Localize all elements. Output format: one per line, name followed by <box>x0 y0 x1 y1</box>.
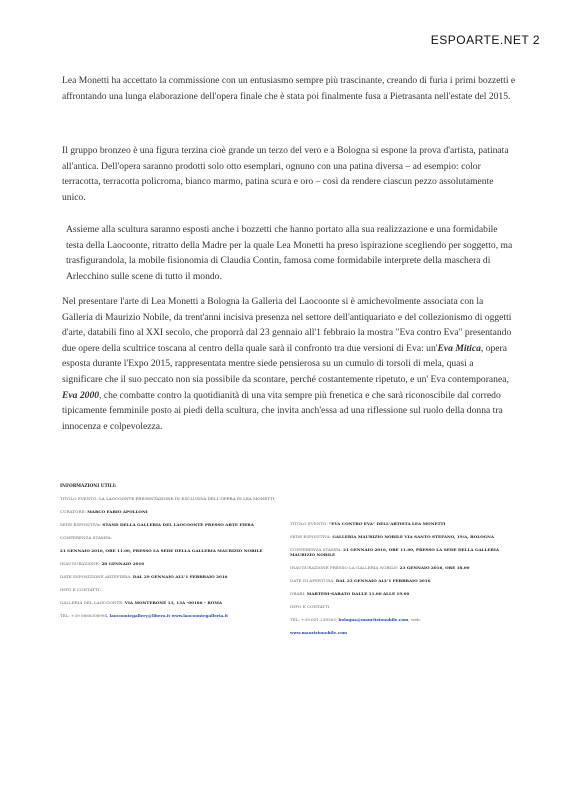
info-row <box>60 574 275 579</box>
text-run: , che combatte contro la quotidianità di una vita sempre più frenetica e che sarà riconoscibile dal corredo tipicamente femminile posto ai piedi della scultura, che invita anch'essa ad una riflessione sul ruolo della donna tra innocenza e colpevolezza. <box>62 389 503 432</box>
info-value: MARTEDI-SABATO DALLE 11.00 ALLE 19.00 <box>306 591 410 596</box>
info-column-right <box>290 521 520 643</box>
paragraph-text <box>62 294 516 434</box>
paragraph-bronze-group <box>62 143 516 205</box>
info-row <box>60 600 275 605</box>
text-run: , opera esposta durante l'Expo 2015, rappresentata mentre siede pensierosa su un cumulo di torsoli di mela, quasi a significare che il suo peccato non sia possibile da scontare, perché costantemente ripetuto, e un' Eva contemporanea, <box>62 342 509 385</box>
info-section <box>60 484 520 643</box>
info-row <box>60 548 275 553</box>
info-label: TITOLO EVENTO: <box>60 496 100 501</box>
website-link[interactable]: www.laocoontegalleria.it <box>170 613 229 618</box>
info-value: GALLERIA MAURIZIO NOBILE VIA SANTO STEFANO, 19/A, BOLOGNA <box>332 534 495 539</box>
paragraph-sketches <box>66 222 516 284</box>
info-label: ORARI: <box>290 591 307 596</box>
info-row <box>290 547 520 557</box>
info-label: TITOLO EVENTO: <box>290 521 330 526</box>
info-contact-row <box>290 617 520 622</box>
info-heading: INFORMAZIONI UTILI: <box>60 484 117 489</box>
info-value: DAL 29 GENNAIO ALL'1 FEBBRAIO 2016 <box>132 574 228 579</box>
info-value: DAL 23 GENNAIO ALL'1 FEBBRAIO 2016 <box>335 578 431 583</box>
info-column-left <box>60 496 275 643</box>
info-label: SEDE ESPOSITIVA: <box>290 534 333 539</box>
info-value: VIA MONTERONE 13, 13A -00186 – ROMA <box>124 600 223 605</box>
paragraph-exhibition <box>62 294 516 434</box>
artwork-title-eva-2000: Eva 2000 <box>62 389 100 401</box>
info-row <box>60 587 275 592</box>
web-label: ; web: <box>408 617 421 622</box>
info-value: 21 GENNAIO 2016, ORE 11.00, PRESSO LA SEDE DELLA GALLERIA MAURIZIO NOBILE <box>290 547 500 557</box>
email-link[interactable]: bologna@mauritzionobile.com <box>338 617 409 622</box>
phone-text: TEL: +39.051.238363; <box>290 617 339 622</box>
info-label: DATE ESPOSIZIONE ARTEFIERA: <box>60 574 133 579</box>
info-value: 28 GENNAIO 2016 <box>101 561 145 566</box>
info-value: 23 GENNAIO 2016, ORE 18.00 <box>399 565 470 570</box>
info-row <box>60 535 275 540</box>
info-row <box>290 565 520 570</box>
info-label: CONFERENZA STAMPA: <box>60 535 112 540</box>
info-label: INAUGURAZIONE PRESSO LA GALLERIA NOBILE: <box>290 565 400 570</box>
website-link[interactable]: www.maurizionobile.com <box>290 630 348 635</box>
info-value: 21 GENNAIO 2016, ORE 11.00, PRESSO LA SEDE DELLA GALLERIA MAURIZIO NOBILE <box>60 548 263 553</box>
info-contact-row <box>290 630 520 635</box>
info-columns <box>60 496 520 643</box>
info-label: SEDE ESPOSITIVA: <box>60 522 103 527</box>
paragraph-text: Assieme alla scultura saranno esposti anche i bozzetti che hanno portato alla sua realizzazione e una formidabile testa della Laocoonte, ritratto della Madre per la quale Lea Monetti ha preso ispirazione scegliendo per soggetto, ma trasfigurandola, la mobile fisionomia di Claudia Contin, famosa come formidabile interprete della maschera di Arlecchino sulle scene di tutto il mondo. <box>66 224 513 282</box>
paragraph-text: Il gruppo bronzeo è una figura terzina cioè grande un terzo del vero e a Bologna si espone la prova d'artista, patinata all'antica. Dell'opera saranno prodotti solo otto esemplari, ognuno con una patina diversa – ad esempio: color terracotta, terracotta policroma, bianco marmo, patina scura e oro – così da rendere ciascun pezzo assolutamente unico. <box>62 145 509 203</box>
info-label: CURATORE: <box>60 509 88 514</box>
info-row <box>290 534 520 539</box>
info-value: MARCO FABIO APOLLONI <box>87 509 148 514</box>
email-link[interactable]: laocoontegallery@libero.it <box>109 613 171 618</box>
info-value: "EVA CONTRO EVA" DELL'ARTISTA LEA MONETTI <box>329 521 446 526</box>
info-label: INAUGURAZIONE: <box>60 561 102 566</box>
page-header: ESPOARTE.NET 2 <box>430 33 540 47</box>
paragraph-commission <box>62 73 516 104</box>
info-row <box>60 561 275 566</box>
info-contact-row <box>60 613 275 618</box>
info-row <box>60 496 275 501</box>
info-row <box>290 578 520 583</box>
info-row <box>60 522 275 527</box>
info-row <box>290 521 520 526</box>
artwork-title-eva-mitica: Eva Mitica <box>437 342 481 354</box>
paragraph-text: Lea Monetti ha accettato la commissione con un entusiasmo sempre più trascinante, creando di furia i primi bozzetti e affrontando una lunga elaborazione dell'opera finale che è stata poi finalmente fusa a Pietrasanta nell'estate del 2015. <box>62 75 516 102</box>
info-label: INFO E CONTATTI: <box>60 587 101 592</box>
info-value: LA LAOCOONTE PRESENTAZIONE IN ESCLUSIVA DELL'OPERA DI LEA MONETTI <box>99 496 275 501</box>
text-run: Nel presentare l'arte di Lea Monetti a Bologna la Galleria del Laocoonte si è amichevolmente associata con la Galleria di Maurizio Nobile, da trent'anni incisiva presenza nel settore dell'antiquariato e del collezionismo di oggetti d'arte, databili fino al XXI secolo, che proporrà dal 23 gennaio all'1 febbraio la mostra "Eva contro Eva" presentando due opere della scultrice toscana al centro della quale sarà il confronto tra due versioni di Eva: un' <box>62 296 512 354</box>
phone-text: TEL: +39 0668308994, <box>60 613 110 618</box>
info-label: GALLERIA DEL LAOCOONTE: <box>60 600 125 605</box>
info-label: INFO E CONTATTI <box>290 604 330 609</box>
info-row <box>290 604 520 609</box>
info-row <box>60 509 275 514</box>
info-label: CONFERENZA STAMPA: <box>290 547 344 552</box>
info-row <box>290 591 520 596</box>
info-label: DATE DI APERTURA: <box>290 578 336 583</box>
info-value: STAND DELLA GALLERIA DEL LAOCOONTE PRESSO ARTE FIERA <box>102 522 254 527</box>
